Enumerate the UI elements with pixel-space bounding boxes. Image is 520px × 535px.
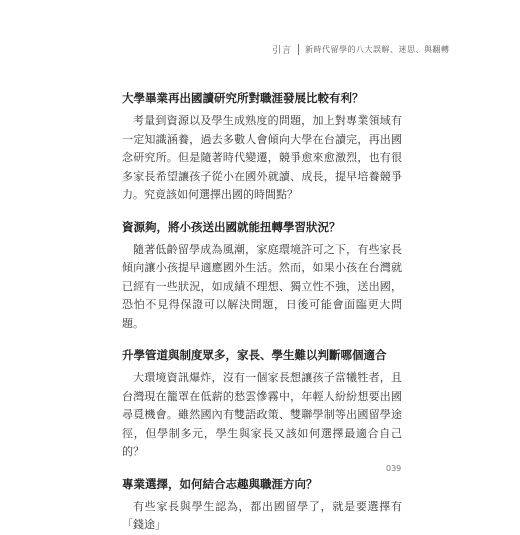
- header-chapter-title: 新時代留學的八大誤解、迷思、與翻轉: [305, 44, 450, 54]
- section-paragraph: 有些家長與學生認為，都出國留學了，就是要選擇有「錢途」: [122, 499, 402, 531]
- header-divider: [298, 44, 299, 55]
- page-number: 039: [386, 464, 402, 473]
- section-block: [122, 347, 402, 462]
- section-heading: 大學畢業再出國讀研究所對職涯發展比較有利？: [122, 91, 364, 105]
- section-paragraph: 大環境資訊爆炸，沒有一個家長想讓孩子當犧牲者，且台灣現在籠罩在低薪的愁雲慘霧中，年輕人紛紛想要出國尋覓機會。雖然國內有雙語政策、雙聯學制等出國留學途徑，但學制多元，學生與家長又該如何選擇最適合自己的？: [122, 371, 402, 458]
- section-heading: 專業選擇，如何結合志趣與職涯方向？: [122, 476, 318, 491]
- section-block: [122, 219, 402, 334]
- page-content: [122, 90, 402, 535]
- section-heading: 升學管道與制度眾多，家長、學生難以判斷哪個適合: [122, 348, 387, 362]
- section-paragraph: 考量到資源以及學生成熟度的問題，加上對專業領域有一定知識涵養，過去多數人會傾向大學在台讀完，再出國念研究所。但是隨著時代變遷，競爭愈來愈激烈，也有很多家長希望讓孩子從小在國外就讀、成長，提早培養競爭力。究竟該如何選擇出國的時間點？: [122, 114, 402, 201]
- section-heading: 資源夠，將小孩送出國就能扭轉學習狀況？: [122, 219, 341, 234]
- section-block: [122, 90, 402, 205]
- section-paragraph: 隨著低齡留學成為風潮，家庭環境許可之下，有些家長傾向讓小孩提早適應國外生活。然而，如果小孩在台灣就已經有一些狀況，如成績不理想、獨立性不強，送出國，恐怕不見得保證可以解決問題，日後可能會面臨更大問題。: [122, 242, 402, 330]
- running-header: [272, 42, 450, 56]
- header-section-label: 引言: [272, 45, 293, 56]
- section-block: [122, 476, 402, 535]
